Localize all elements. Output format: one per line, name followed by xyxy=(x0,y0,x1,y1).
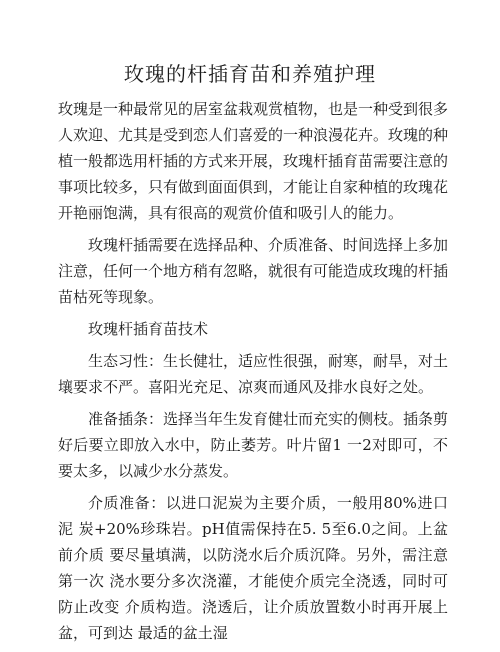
paragraph-intro: 玫瑰是一种最常见的居室盆栽观赏植物，也是一种受到很多 人欢迎、尤其是受到恋人们喜爱的一种浪漫花卉。玫瑰的种 植一般都选用杆插的方式来开展，玫瑰杆插育苗需要注意的 事项比较多，只有做到面面俱到，才能让自家种植的玫瑰花 开艳丽饱满，具有很高的观赏价值和吸引人的能力。 xyxy=(58,100,449,222)
paragraph-ecology: 生态习性：生长健壮，适应性很强，耐寒，耐旱，对土 壤要求不严。喜阳光充足、凉爽而通风及排水良好之处。 xyxy=(58,352,449,396)
document-title: 玫瑰的杆插育苗和养殖护理 xyxy=(124,62,376,86)
paragraph-medium: 介质准备：以进口泥炭为主要介质，一般用80%进口泥 炭+20%珍珠岩。pH值需保持在5. 5至6.0之间。上盆前介质 要尽量填满，以防浇水后介质沉降。另外，需注意第一次 浇水要分多次浇灌，才能使介质完全浇透，同时可防止改变 介质构造。浇透后，让介质放置数小时再开展上盆，可到达 最适的盆土湿 xyxy=(58,494,448,642)
paragraph-cutting-notes: 玫瑰杆插需要在选择品种、介质准备、时间选择上多加 注意，任何一个地方稍有忽略，就很有可能造成玫瑰的杆插 苗枯死等现象。 xyxy=(58,236,449,306)
document-body xyxy=(58,96,448,652)
section-heading: 玫瑰杆插育苗技术 xyxy=(88,320,209,338)
paragraph-cuttings: 准备插条：选择当年生发育健壮而充实的侧枝。插条剪 好后要立即放入水中，防止萎芳。叶片留1 一2对即可，不 要太多，以减少水分蒸发。 xyxy=(58,410,449,480)
